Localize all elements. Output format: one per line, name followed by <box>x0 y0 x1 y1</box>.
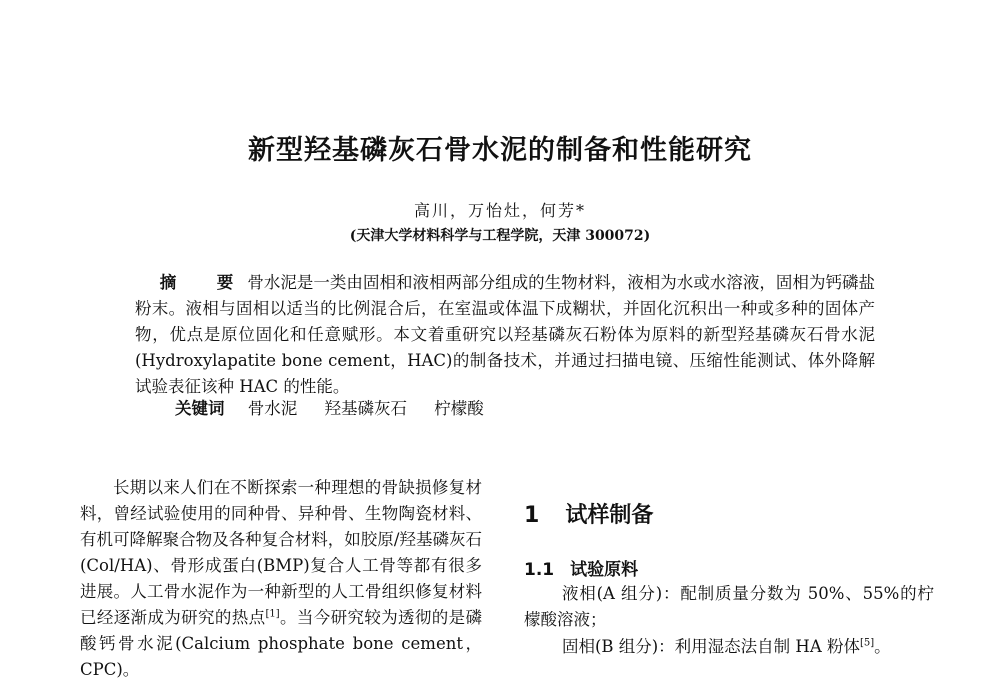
keywords-label: 关键词 <box>175 399 225 418</box>
keyword-item: 骨水泥 <box>247 399 298 418</box>
section-number: 1 <box>524 503 540 528</box>
citation-ref: [1] <box>265 608 280 620</box>
affiliation: (天津大学材料科学与工程学院，天津 300072) <box>349 228 651 244</box>
section-title: 试样制备 <box>565 503 654 528</box>
citation-ref: [5] <box>859 637 875 649</box>
solid-phase-end: 。 <box>874 637 891 656</box>
subsection-title: 试验原料 <box>570 560 639 580</box>
keywords <box>175 396 506 422</box>
solid-phase-paragraph <box>524 634 934 660</box>
intro-text-end: 。当今研究较为透彻的是磷酸钙骨水泥(Calcium phosphate bone cement，CPC)。 <box>80 608 483 679</box>
paper-title: 新型羟基磷灰石骨水泥的制备和性能研究 <box>248 135 752 166</box>
liquid-phase-paragraph: 液相(A 组分)：配制质量分数为 50%、55%的柠檬酸溶液； <box>524 584 934 629</box>
author-list: 高川，万怡灶，何芳* <box>413 201 586 220</box>
solid-phase-text: 固相(B 组分)：利用湿态法自制 HA 粉体 <box>561 637 860 656</box>
intro-text: 长期以来人们在不断探索一种理想的骨缺损修复材料，曾经试验使用的同种骨、异种骨、生物陶瓷材料、有机可降解聚合物及各种复合材料，如胶原/羟基磷灰石(Col/HA)、骨形成蛋白(BMP)复合人工骨等都有很多进展。人工骨水泥作为一种新型的人工骨组织修复材料已经逐渐成为研究的热点 <box>80 478 482 627</box>
abstract <box>135 270 875 400</box>
abstract-text: 骨水泥是一类由固相和液相两部分组成的生物材料，液相为水或水溶液，固相为钙磷盐粉末。液相与固相以适当的比例混合后，在室温或体温下成糊状，并固化沉积出一种或多种的固体产物，优点是原位固化和任意赋形。本文着重研究以羟基磷灰石粉体为原料的新型羟基磷灰石骨水泥(Hydroxylapatite bone cement，HAC)的制备技术，并通过扫描电镜、压缩性能测试、体外降解试验表征该种 HAC 的性能。 <box>135 273 876 396</box>
intro-paragraph <box>80 475 482 683</box>
subsection-number: 1.1 <box>524 560 555 580</box>
keyword-item: 羟基磷灰石 <box>324 399 407 418</box>
keyword-item: 柠檬酸 <box>434 399 484 418</box>
abstract-label: 摘 要 <box>159 273 246 292</box>
section-heading <box>524 498 653 529</box>
subsection-heading <box>524 555 638 580</box>
